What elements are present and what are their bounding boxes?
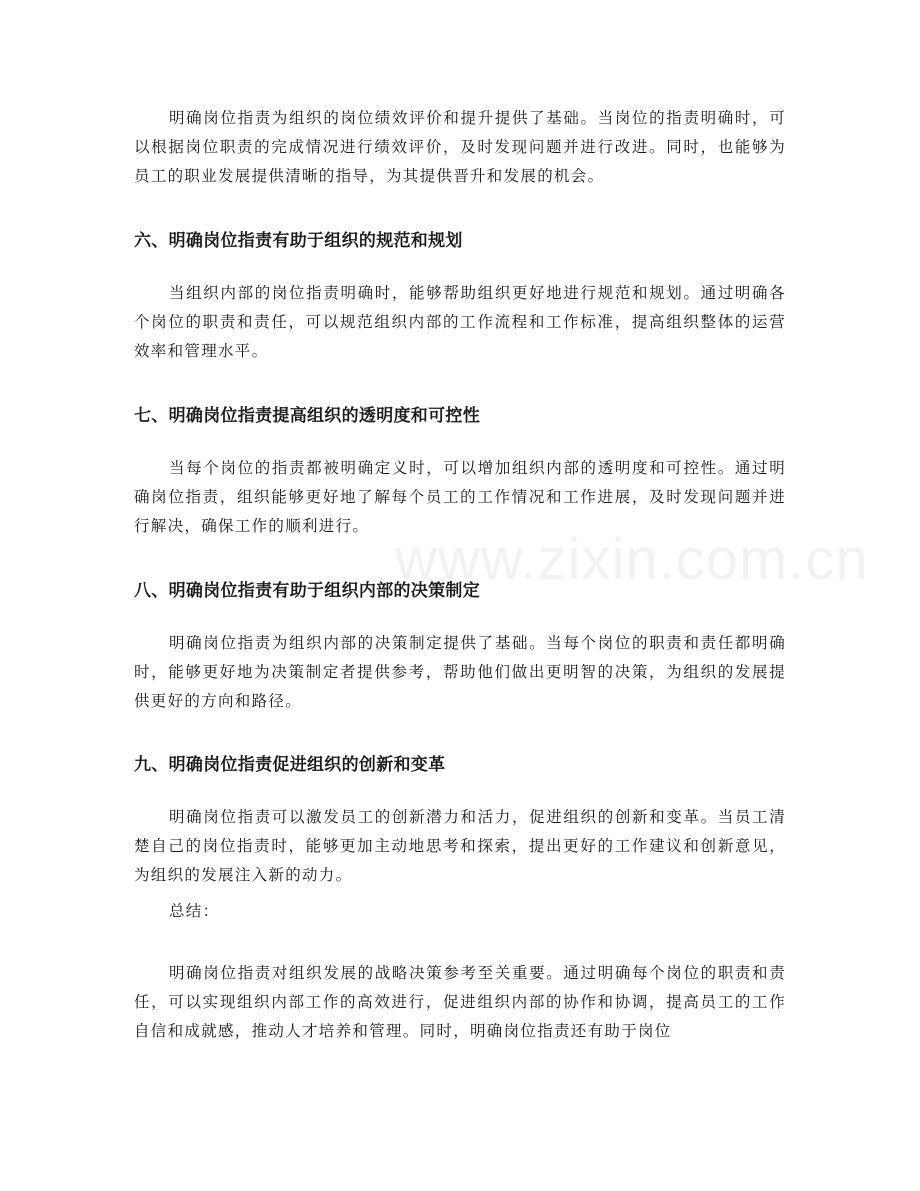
paragraph-section-6: 当组织内部的岗位指责明确时，能够帮助组织更好地进行规范和规划。通过明确各个岗位的职责和责任，可以规范组织内部的工作流程和工作标准，提高组织整体的运营效率和管理水平。 <box>134 284 786 360</box>
heading-section-8: 八、明确岗位指责有助于组织内部的决策制定 <box>134 581 480 601</box>
summary-label: 总结： <box>169 902 220 920</box>
heading-section-7: 七、明确岗位指责提高组织的透明度和可控性 <box>134 406 480 426</box>
heading-section-9: 九、明确岗位指责促进组织的创新和变革 <box>134 755 446 775</box>
paragraph-section-9: 明确岗位指责可以激发员工的创新潜力和活力，促进组织的创新和变革。当员工清楚自己的岗位指责时，能够更加主动地思考和探索，提出更好的工作建议和创新意见，为组织的发展注入新的动力。 <box>134 808 786 884</box>
paragraph-summary: 明确岗位指责对组织发展的战略决策参考至关重要。通过明确每个岗位的职责和责任，可以实现组织内部工作的高效进行，促进组织内部的协作和协调，提高员工的工作自信和成就感，推动人才培养和管理。同时，明确岗位指责还有助于岗位 <box>134 964 786 1040</box>
paragraph-section-7: 当每个岗位的指责都被明确定义时，可以增加组织内部的透明度和可控性。通过明确岗位指责，组织能够更好地了解每个员工的工作情况和工作进展，及时发现问题并进行解决，确保工作的顺利进行。 <box>134 459 786 535</box>
watermark: www.zixin.com.cn <box>395 527 869 592</box>
heading-section-6: 六、明确岗位指责有助于组织的规范和规划 <box>134 231 463 251</box>
paragraph-section-8: 明确岗位指责为组织内部的决策制定提供了基础。当每个岗位的职责和责任都明确时，能够更好地为决策制定者提供参考，帮助他们做出更明智的决策，为组织的发展提供更好的方向和路径。 <box>134 634 786 710</box>
paragraph-performance: 明确岗位指责为组织的岗位绩效评价和提升提供了基础。当岗位的指责明确时，可以根据岗位职责的完成情况进行绩效评价，及时发现问题并进行改进。同时，也能够为员工的职业发展提供清晰的指导，为其提供晋升和发展的机会。 <box>134 109 786 185</box>
